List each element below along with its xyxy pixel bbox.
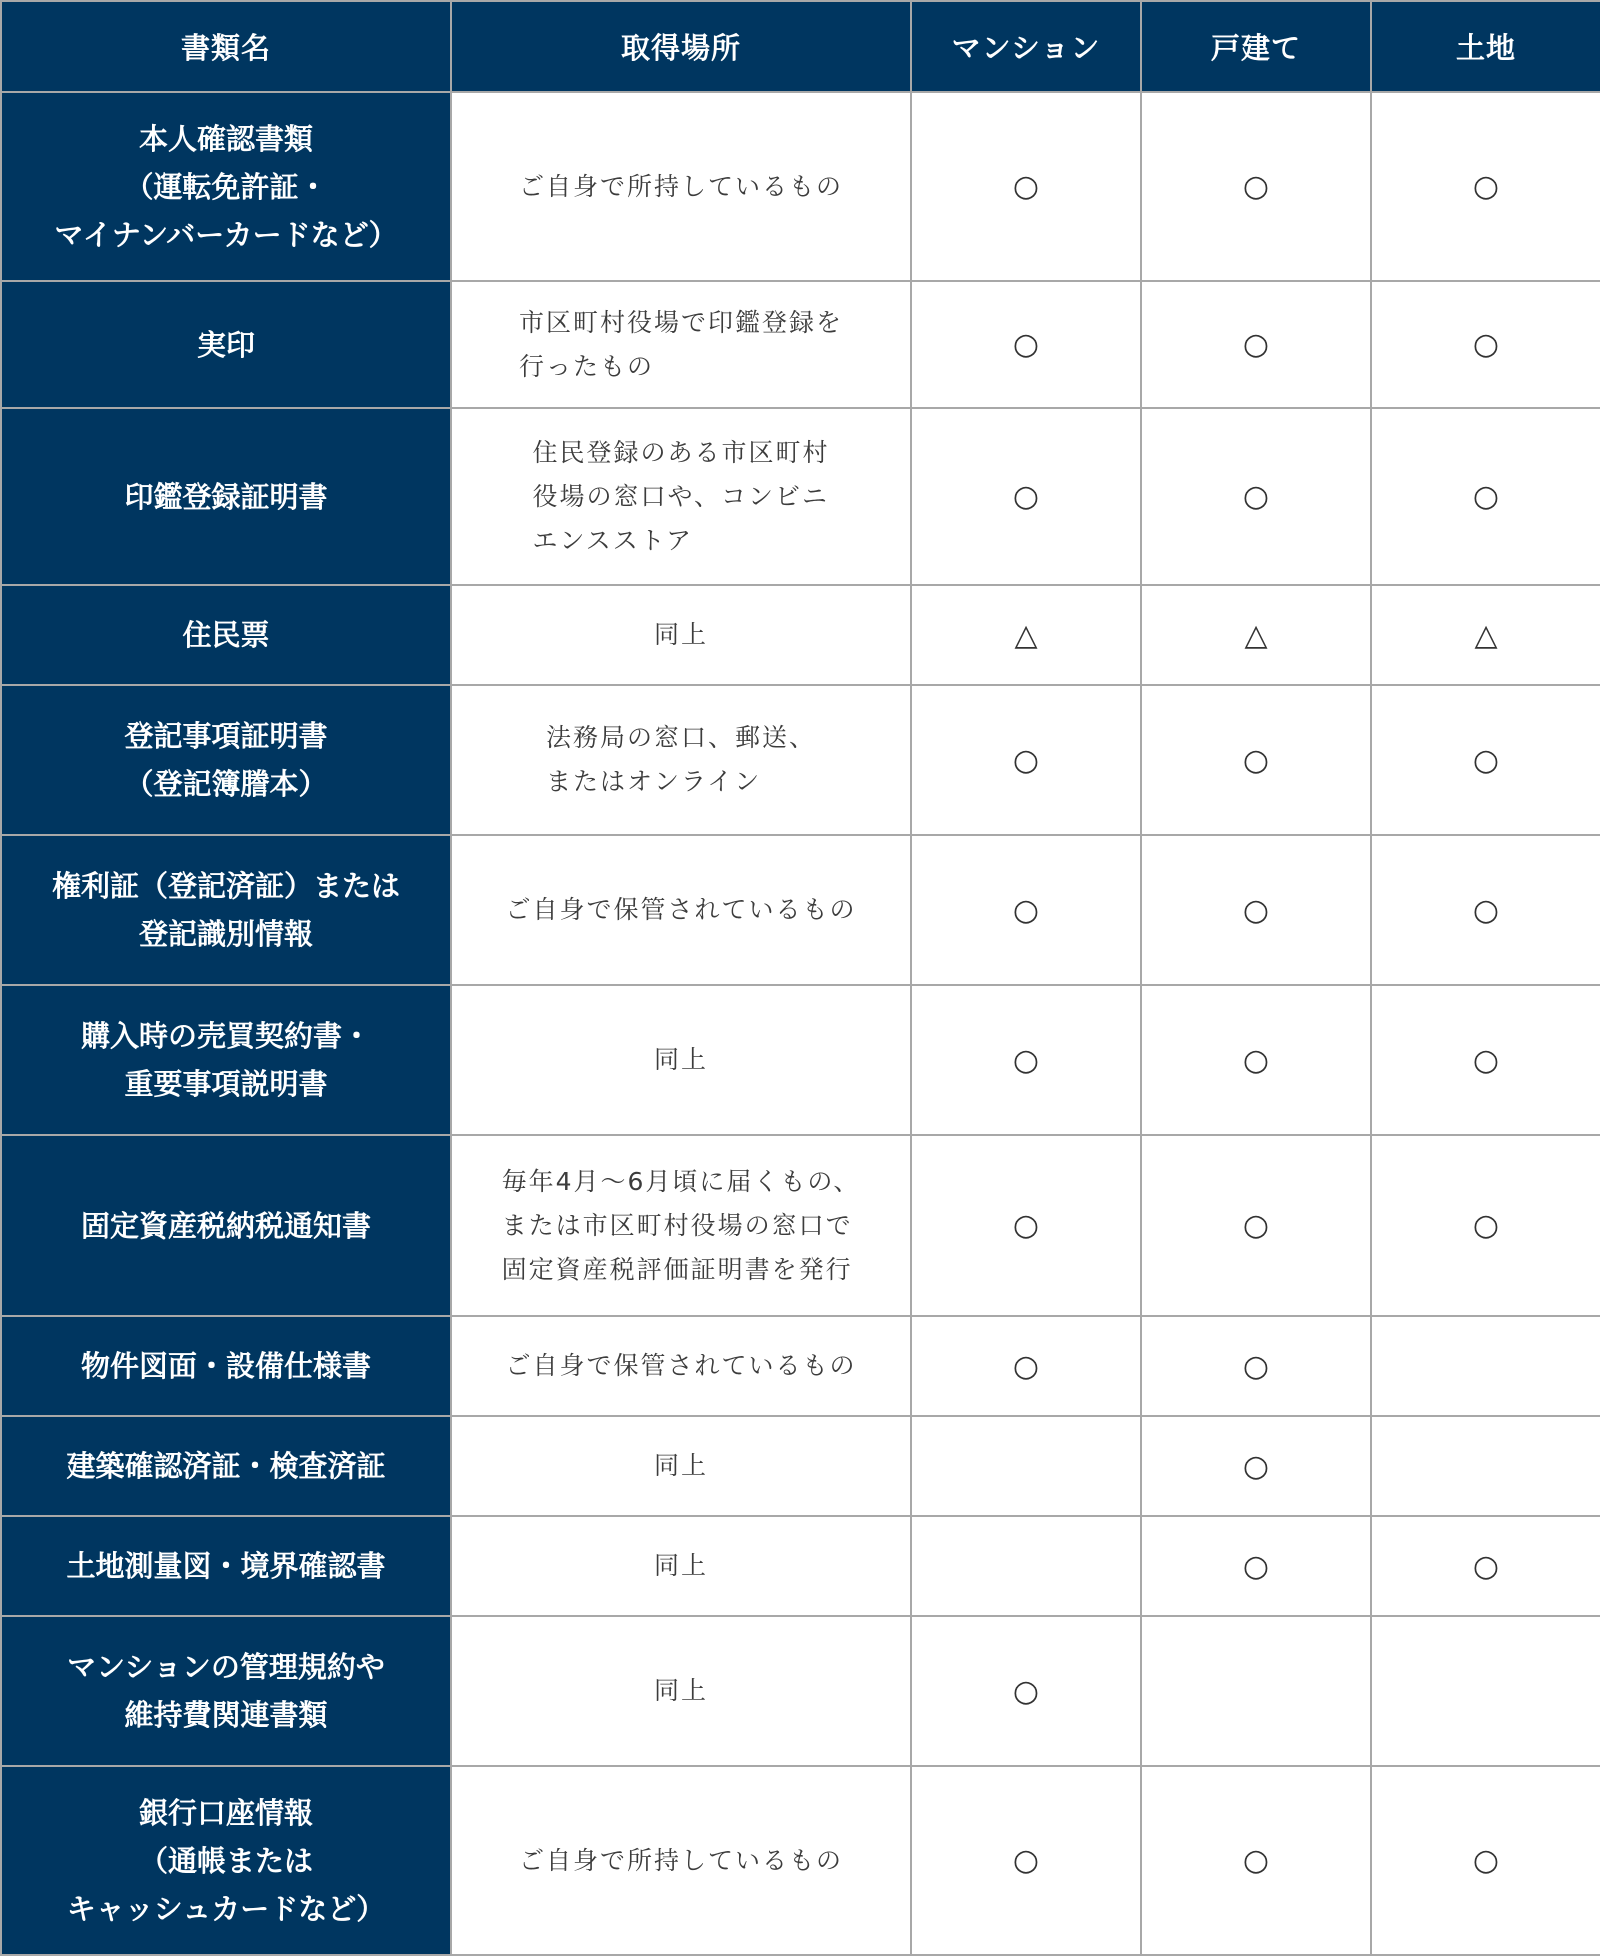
document-name-line: 維持費関連書類 <box>124 1698 328 1732</box>
land-mark: ○ <box>1371 985 1600 1135</box>
document-name-cell <box>1 1135 451 1316</box>
place-text <box>505 1344 856 1388</box>
header-house: 戸建て <box>1141 1 1371 92</box>
place-cell <box>451 835 911 985</box>
place-line: 同上 <box>653 1551 708 1580</box>
document-name-cell <box>1 1516 451 1616</box>
place-line: または市区町村役場の窓口で <box>501 1210 853 1240</box>
house-mark: ○ <box>1141 408 1371 585</box>
place-text <box>546 716 816 804</box>
land-mark: ○ <box>1371 685 1600 835</box>
place-cell <box>451 281 911 408</box>
document-name-cell <box>1 985 451 1135</box>
document-name-line: 固定資産税納税通知書 <box>80 1208 371 1243</box>
table-row <box>1 281 1600 408</box>
table-row <box>1 685 1600 835</box>
house-mark: ○ <box>1141 835 1371 985</box>
place-line: ご自身で所持しているもの <box>518 171 843 201</box>
house-mark: ○ <box>1141 985 1371 1135</box>
place-cell <box>451 1416 911 1516</box>
table-row <box>1 1616 1600 1766</box>
document-name-cell <box>1 585 451 685</box>
place-text <box>532 431 829 563</box>
land-mark: ○ <box>1371 1516 1600 1616</box>
table-row <box>1 585 1600 685</box>
place-line: 固定資産税評価証明書を発行 <box>501 1254 853 1284</box>
document-name-cell <box>1 835 451 985</box>
document-name-cell <box>1 685 451 835</box>
place-cell <box>451 985 911 1135</box>
land-mark: ○ <box>1371 92 1600 281</box>
land-mark: △ <box>1371 585 1600 685</box>
land-mark <box>1371 1316 1600 1416</box>
place-text <box>519 1839 843 1883</box>
land-mark: ○ <box>1371 1135 1600 1316</box>
land-mark <box>1371 1416 1600 1516</box>
place-line: 同上 <box>653 620 708 649</box>
header-document-name: 書類名 <box>1 1 451 92</box>
mansion-mark: ○ <box>911 985 1141 1135</box>
place-text <box>654 1444 708 1488</box>
document-name-line: マイナンバーカードなど） <box>54 217 398 252</box>
place-line: 毎年4月～6月頃に届くもの、 <box>501 1166 861 1196</box>
document-name-cell <box>1 1616 451 1766</box>
land-mark <box>1371 1616 1600 1766</box>
place-text <box>502 1160 861 1292</box>
document-name-line: 実印 <box>196 327 255 362</box>
place-text <box>654 1544 708 1588</box>
mansion-mark: ○ <box>911 1135 1141 1316</box>
document-name-cell <box>1 92 451 281</box>
document-name-cell <box>1 408 451 585</box>
document-name-line: 物件図面・設備仕様書 <box>80 1349 371 1383</box>
place-cell <box>451 1316 911 1416</box>
place-line: 住民登録のある市区町村 <box>532 437 830 467</box>
document-name-line: 登記事項証明書 <box>124 719 328 753</box>
place-text <box>654 1669 708 1713</box>
mansion-mark: △ <box>911 585 1141 685</box>
mansion-mark <box>911 1416 1141 1516</box>
table-row <box>1 835 1600 985</box>
house-mark: ○ <box>1141 1416 1371 1516</box>
mansion-mark: ○ <box>911 1766 1141 1955</box>
mansion-mark: ○ <box>911 1616 1141 1766</box>
place-cell <box>451 585 911 685</box>
place-cell <box>451 1766 911 1955</box>
place-line: 同上 <box>653 1676 708 1705</box>
mansion-mark: ○ <box>911 281 1141 408</box>
mansion-mark: ○ <box>911 408 1141 585</box>
mansion-mark <box>911 1516 1141 1616</box>
document-name-line: 本人確認書類 <box>138 121 313 156</box>
place-text <box>654 1038 708 1082</box>
land-mark: ○ <box>1371 408 1600 585</box>
land-mark: ○ <box>1371 835 1600 985</box>
document-name-line: 購入時の売買契約書・ <box>80 1019 371 1053</box>
house-mark <box>1141 1616 1371 1766</box>
house-mark: ○ <box>1141 1316 1371 1416</box>
place-cell <box>451 1616 911 1766</box>
place-line: 同上 <box>653 1451 708 1480</box>
table-row <box>1 92 1600 281</box>
place-line: 市区町村役場で印鑑登録を <box>518 307 843 337</box>
place-text <box>505 888 856 932</box>
house-mark: ○ <box>1141 1516 1371 1616</box>
place-text <box>519 165 843 209</box>
document-name-cell <box>1 281 451 408</box>
table-row <box>1 1316 1600 1416</box>
document-name-line: （通帳または <box>138 1843 313 1878</box>
place-cell <box>451 1516 911 1616</box>
document-name-cell <box>1 1766 451 1955</box>
table-row <box>1 408 1600 585</box>
document-name-line: 印鑑登録証明書 <box>124 479 328 514</box>
table-row <box>1 1416 1600 1516</box>
place-line: 法務局の窓口、郵送、 <box>545 723 816 752</box>
document-name-line: （運転免許証・ <box>124 169 328 204</box>
place-text <box>519 301 843 389</box>
house-mark: ○ <box>1141 1766 1371 1955</box>
header-mansion: マンション <box>911 1 1141 92</box>
document-name-line: 登記識別情報 <box>138 917 313 951</box>
house-mark: ○ <box>1141 92 1371 281</box>
place-cell <box>451 408 911 585</box>
table-row <box>1 1516 1600 1616</box>
document-name-line: 権利証（登記済証）または <box>51 869 400 903</box>
document-name-line: 建築確認済証・検査済証 <box>66 1449 386 1483</box>
place-cell <box>451 92 911 281</box>
place-line: ご自身で保管されているもの <box>505 895 857 924</box>
place-line: ご自身で所持しているもの <box>518 1845 843 1875</box>
header-place: 取得場所 <box>451 1 911 92</box>
table-body <box>1 92 1600 1955</box>
place-line: ご自身で保管されているもの <box>505 1351 857 1380</box>
place-cell <box>451 685 911 835</box>
table-row <box>1 985 1600 1135</box>
house-mark: ○ <box>1141 1135 1371 1316</box>
place-line: またはオンライン <box>545 767 762 796</box>
place-line: エンスストア <box>532 525 693 555</box>
header-land: 土地 <box>1371 1 1600 92</box>
document-name-line: （登記簿謄本） <box>124 767 328 801</box>
house-mark: ○ <box>1141 685 1371 835</box>
header-row <box>1 1 1600 92</box>
document-name-line: キャッシュカードなど） <box>66 1891 386 1926</box>
mansion-mark: ○ <box>911 92 1141 281</box>
place-line: 役場の窓口や、コンビニ <box>532 481 829 511</box>
mansion-mark: ○ <box>911 1316 1141 1416</box>
place-line: 同上 <box>653 1045 708 1074</box>
place-line: 行ったもの <box>518 351 654 381</box>
table-row <box>1 1766 1600 1955</box>
place-cell <box>451 1135 911 1316</box>
document-name-cell <box>1 1316 451 1416</box>
mansion-mark: ○ <box>911 835 1141 985</box>
land-mark: ○ <box>1371 1766 1600 1955</box>
place-text <box>654 613 708 657</box>
mansion-mark: ○ <box>911 685 1141 835</box>
land-mark: ○ <box>1371 281 1600 408</box>
table-row <box>1 1135 1600 1316</box>
house-mark: ○ <box>1141 281 1371 408</box>
document-name-line: 土地測量図・境界確認書 <box>66 1549 386 1583</box>
document-name-line: 重要事項説明書 <box>124 1067 328 1101</box>
document-name-cell <box>1 1416 451 1516</box>
document-name-line: 住民票 <box>182 618 270 652</box>
house-mark: △ <box>1141 585 1371 685</box>
document-name-line: マンションの管理規約や <box>67 1650 385 1684</box>
document-name-line: 銀行口座情報 <box>138 1795 313 1830</box>
